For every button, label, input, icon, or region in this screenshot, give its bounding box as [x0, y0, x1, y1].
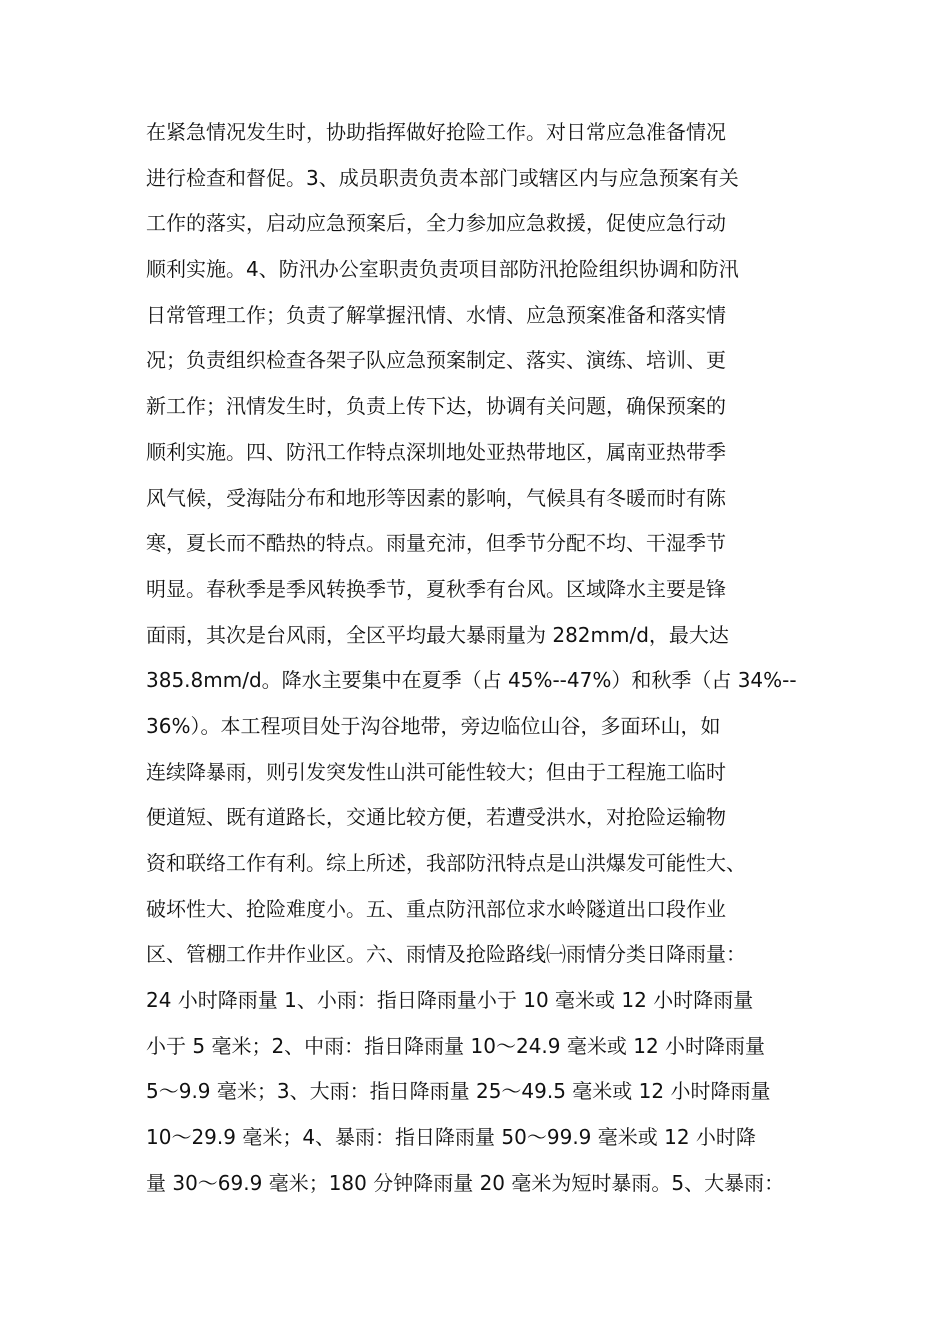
text-line: 日常管理工作；负责了解掌握汛情、水情、应急预案准备和落实情	[146, 302, 726, 327]
text-line: 小于 5 毫米；2、中雨：指日降雨量 10～24.9 毫米或 12 小时降雨量	[146, 1033, 766, 1058]
text-line: 进行检查和督促。3、成员职责负责本部门或辖区内与应急预案有关	[146, 165, 739, 190]
text-line: 风气候，受海陆分布和地形等因素的影响，气候具有冬暖而时有陈	[146, 485, 726, 510]
text-line: 资和联络工作有利。综上所述，我部防汛特点是山洪爆发可能性大、	[146, 851, 746, 875]
text-line: 新工作；汛情发生时，负责上传下达，协调有关问题，确保预案的	[146, 394, 726, 419]
text-line: 10～29.9 毫米；4、暴雨：指日降雨量 50～99.9 毫米或 12 小时降	[146, 1125, 756, 1150]
text-line: 便道短、既有道路长，交通比较方便，若遭受洪水，对抢险运输物	[146, 805, 726, 830]
text-line: 量 30～69.9 毫米；180 分钟降雨量 20 毫米为短时暴雨。5、大暴雨：	[146, 1170, 785, 1195]
text-line: 况；负责组织检查各架子队应急预案制定、落实、演练、培训、更	[146, 348, 726, 373]
text-line: 顺利实施。四、防汛工作特点深圳地处亚热带地区，属南亚热带季	[146, 439, 726, 464]
text-line: 寒，夏长而不酷热的特点。雨量充沛，但季节分配不均、干湿季节	[146, 531, 726, 556]
text-line: 36%）。本工程项目处于沟谷地带，旁边临位山谷，多面环山，如	[146, 713, 721, 738]
text-line: 区、管棚工作井作业区。六、雨情及抢险路线㈠雨情分类日降雨量：	[146, 942, 746, 967]
body-paragraph	[146, 110, 826, 1207]
text-line: 5～9.9 毫米；3、大雨：指日降雨量 25～49.5 毫米或 12 小时降雨量	[146, 1079, 771, 1104]
text-line: 工作的落实，启动应急预案后，全力参加应急救援，促使应急行动	[146, 211, 726, 236]
text-line: 破坏性大、抢险难度小。五、重点防汛部位求水岭隧道出口段作业	[146, 896, 726, 921]
text-line: 385.8mm/d。降水主要集中在夏季（占 45%--47%）和秋季（占 34%--	[146, 668, 797, 693]
text-line: 明显。春秋季是季风转换季节，夏秋季有台风。区域降水主要是锋	[146, 576, 726, 601]
text-line: 顺利实施。4、防汛办公室职责负责项目部防汛抢险组织协调和防汛	[146, 257, 739, 282]
text-line: 24 小时降雨量 1、小雨：指日降雨量小于 10 毫米或 12 小时降雨量	[146, 988, 754, 1013]
text-line: 在紧急情况发生时，协助指挥做好抢险工作。对日常应急准备情况	[146, 120, 726, 144]
text-line: 面雨，其次是台风雨，全区平均最大暴雨量为 282mm/d，最大达	[146, 622, 729, 647]
text-line: 连续降暴雨，则引发突发性山洪可能性较大；但由于工程施工临时	[146, 759, 726, 784]
